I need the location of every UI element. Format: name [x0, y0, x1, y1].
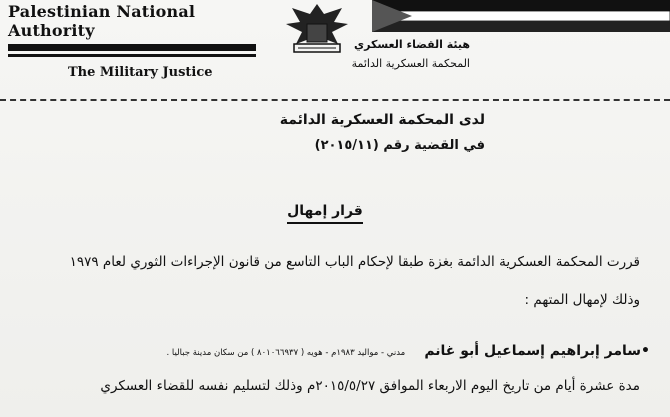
header-divider [0, 99, 670, 101]
military-justice-title: The Military Justice [68, 65, 213, 80]
palestine-flag-icon [372, 0, 670, 34]
header-rule [8, 44, 256, 51]
decision-title [270, 203, 380, 219]
court-header-title: المحكمة العسكرية الدائمة [351, 57, 470, 70]
decision-title-text: قرار إمهال [287, 203, 363, 224]
authority-title: Palestinian National Authority [8, 2, 196, 40]
paragraph-ruling: قررت المحكمة العسكرية الدائمة بغزة طبقا لإحكام الباب التاسع من قانون الإجراءات الثوري لعام ١٩٧٩ [69, 254, 640, 270]
paragraph-period: مدة عشرة أيام من تاريخ اليوم الاربعاء الموافق ٢٠١٥/٥/٢٧م وذلك لتسليم نفسه للقضاء العسكري [100, 378, 640, 394]
english-header [8, 2, 258, 80]
accused-name: •سامر إبراهيم إسماعيل أبو غانم [424, 343, 650, 359]
arabic-header [290, 38, 470, 70]
accused-details: مدني - مواليد ١٩٨٣م - هويه ( ٨٠١٠٦٦٩٣٧ ) من سكان مدينة جباليا . [166, 348, 406, 358]
case-number: في القضية رقم (٢٠١٥/١١) [314, 138, 485, 153]
judiciary-title: هيئة القضاء العسكري [354, 38, 470, 51]
accused-line [40, 340, 650, 359]
court-name: لدى المحكمة العسكرية الدائمة [279, 112, 485, 128]
paragraph-grant: وذلك لإمهال المتهم : [524, 292, 640, 308]
court-block [280, 112, 485, 153]
header-rule-thin [8, 54, 256, 57]
